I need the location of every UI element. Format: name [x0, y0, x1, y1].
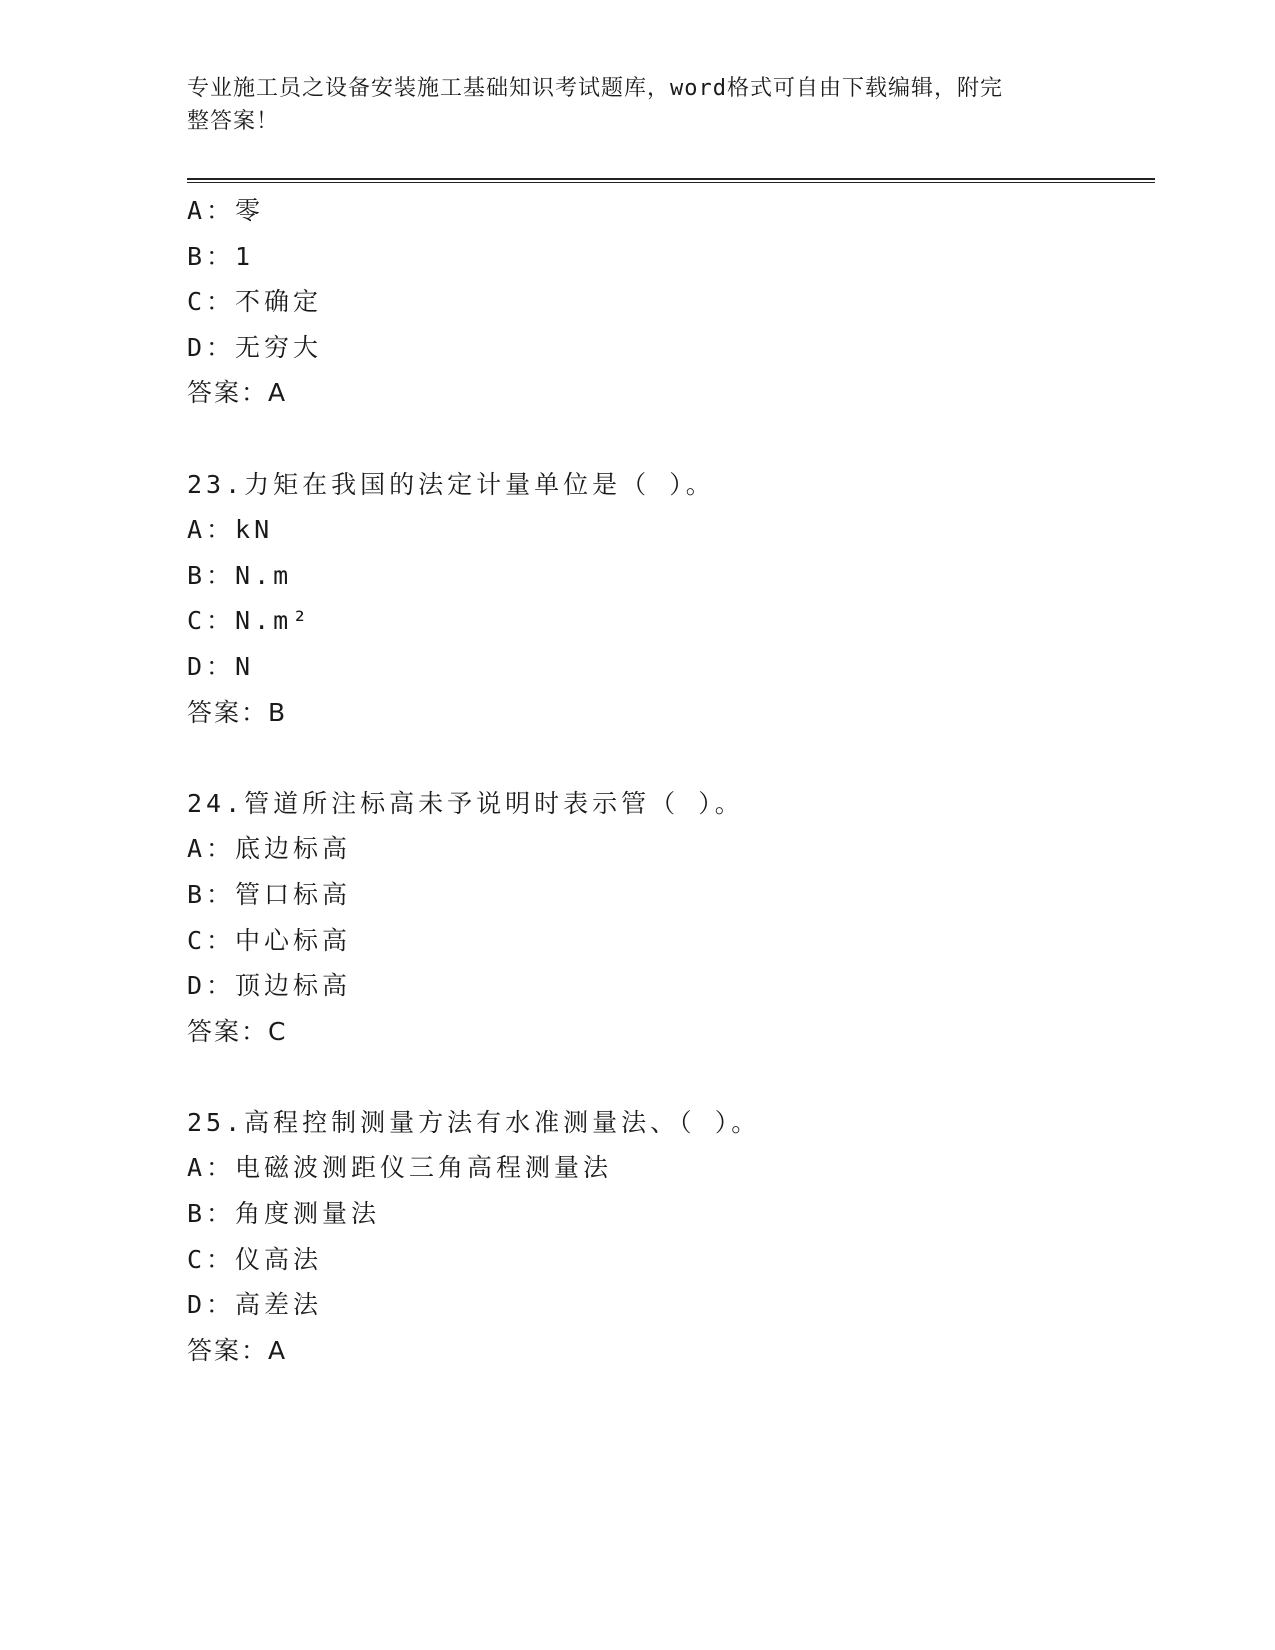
document-header: [187, 72, 1067, 138]
option-c: C：不确定: [187, 287, 323, 317]
option-b: B：管口标高: [187, 879, 352, 909]
question-text: 23.力矩在我国的法定计量单位是（ ）。: [187, 469, 715, 499]
question-22: [187, 188, 1155, 416]
answer-line: 答案：A: [187, 1335, 288, 1365]
question-gap: [187, 1054, 1155, 1100]
option-a: A：零: [187, 196, 265, 225]
option-c: C：N.m²: [187, 606, 312, 636]
answer-line: 答案：B: [187, 697, 288, 727]
option-b: B：角度测量法: [187, 1199, 381, 1229]
option-d: D：无穷大: [187, 332, 323, 362]
header-line-1: 专业施工员之设备安装施工基础知识考试题库，word格式可自由下载编辑，附完: [187, 76, 1003, 101]
header-divider: [187, 178, 1155, 183]
question-list: [187, 188, 1155, 1373]
question-text: 25.高程控制测量方法有水准测量法、（ ）。: [187, 1107, 761, 1137]
option-d: D：N: [187, 651, 255, 681]
option-d: D：高差法: [187, 1290, 323, 1320]
answer-line: 答案：A: [187, 378, 288, 408]
option-c: C：仪高法: [187, 1244, 323, 1274]
option-b: B：N.m: [187, 560, 293, 590]
question-24: [187, 781, 1155, 1055]
question-23: [187, 462, 1155, 736]
question-text: 24.管道所注标高未予说明时表示管（ ）。: [187, 788, 744, 818]
option-b: B：1: [187, 241, 255, 271]
header-line-2: 整答案！: [187, 109, 280, 134]
question-gap: [187, 416, 1155, 462]
answer-line: 答案：C: [187, 1016, 288, 1046]
option-d: D：顶边标高: [187, 971, 352, 1001]
option-a: A：电磁波测距仪三角高程测量法: [187, 1153, 613, 1183]
option-a: A：底边标高: [187, 834, 352, 864]
question-gap: [187, 735, 1155, 781]
question-25: [187, 1100, 1155, 1374]
option-c: C：中心标高: [187, 925, 352, 955]
option-a: A：kN: [187, 515, 274, 545]
